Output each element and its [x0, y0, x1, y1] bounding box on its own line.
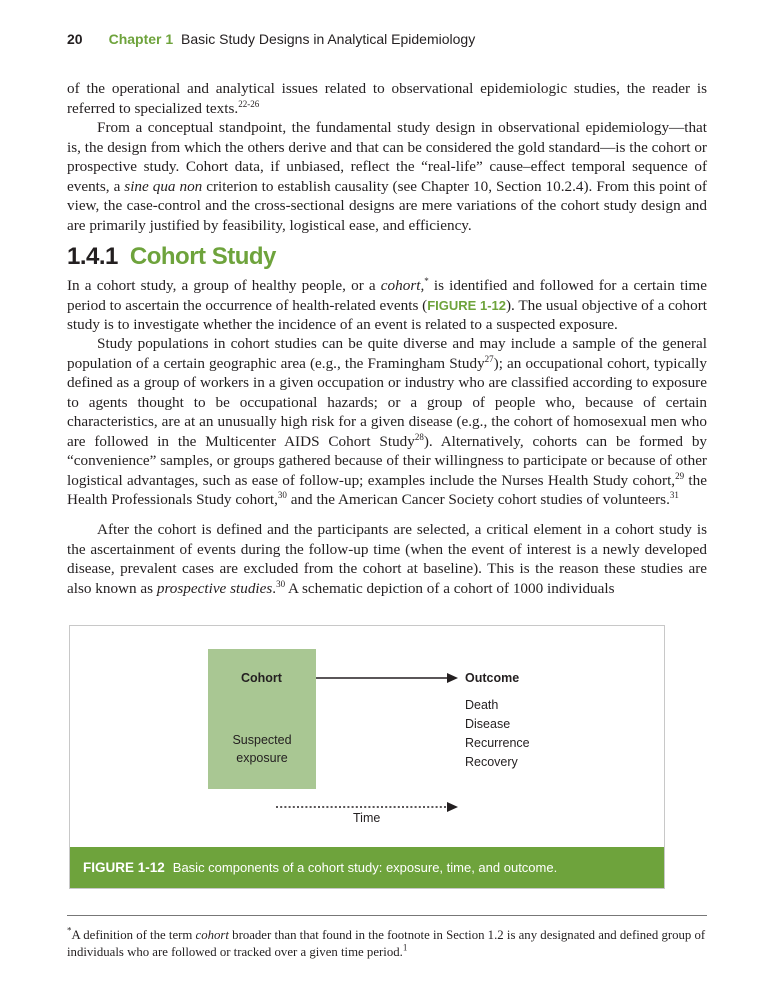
emphasis-text: prospective studies: [156, 579, 273, 597]
citation: 30: [276, 578, 286, 589]
paragraph-text: .: [272, 579, 277, 597]
section-title: Cohort Study: [129, 243, 276, 270]
citation: 29: [675, 470, 685, 481]
paragraph-text: From a conceptual standpoint, the fundamental study design in observational epidemiology—that is, the design from which the others derive and that can be considered the gold standard—is the cohort or prospective study. Cohort data, if unbiased, reflect the “real-life” cause–effect temporal sequence of events, a: [67, 119, 707, 195]
running-header: [67, 31, 475, 51]
outcome-item: Death: [465, 698, 499, 712]
footnote: [67, 927, 707, 961]
cohort-label: Cohort: [241, 671, 282, 685]
paragraph-text: ); an occupational cohort, typically defined as a group of workers in a given occupation or industry who are classified according to exposure to agents thought to be occupational hazards; or a group of people who, because of certain characteristics, are at an unusually high risk for a given disease (e.g., the cohort of homosexual men who are followed in the Multicenter AIDS Cohort Study: [67, 354, 707, 450]
paragraph-follow-up: [67, 520, 707, 598]
paragraph-intro: [67, 79, 707, 118]
paragraph-text: ). Alternatively, cohorts can be formed by “convenience” samples, or groups gathered because of their willingness to participate or because of other logistical advantages, such as ease of follow-up; examples include the Nurses Health Study cohort,: [67, 432, 708, 489]
citation: 30: [277, 489, 287, 500]
footnote-marker: *: [67, 925, 72, 936]
figure-reference-link[interactable]: FIGURE 1-12: [427, 297, 506, 313]
paragraph-text: and the American Cancer Society cohort studies of volunteers.: [286, 491, 670, 508]
outcome-label: Outcome: [465, 671, 520, 685]
caption-label: FIGURE 1-12: [83, 860, 165, 875]
outcome-item: Recovery: [465, 755, 518, 769]
emphasis-text: cohort,: [380, 277, 425, 294]
citation: 22-26: [238, 98, 260, 109]
paragraph-text: ). The usual objective of a cohort study is to investigate whether the incidence of an event is related to a suspected exposure.: [67, 296, 707, 333]
emphasis-text: sine qua non: [124, 177, 203, 195]
paragraph-text: A schematic depiction of a cohort of 1000 individuals: [285, 579, 615, 597]
citation: 28: [414, 431, 424, 442]
exposure-line-1: Suspected: [232, 733, 292, 747]
citation: 1: [402, 942, 408, 953]
section-heading: [67, 243, 276, 271]
figure-caption: [70, 847, 664, 888]
paragraph-text: After the cohort is defined and the participants are selected, a critical element in a cohort study is the ascertainment of events during the follow-up time (when the event of interest is a newly developed disease, prevalent cases are excluded from the cohort at baseline). This is the reason these studies are also known as: [67, 521, 707, 597]
outcome-item: Disease: [465, 717, 511, 731]
page-number: 20: [67, 31, 83, 47]
caption-text: Basic components of a cohort study: exposure, time, and outcome.: [172, 860, 558, 875]
footnote-marker: *: [424, 275, 429, 286]
section-number: 1.4.1: [67, 243, 118, 270]
paragraph-study-populations: [67, 334, 707, 510]
exposure-line-2: exposure: [236, 751, 288, 765]
footnote-text: A definition of the term: [71, 928, 196, 942]
paragraph-text: is identified and followed for a certain time period to ascertain the occurrence of health-related events (: [67, 277, 707, 314]
outcome-list: [465, 696, 530, 772]
chapter-title: Basic Study Designs in Analytical Epidemiology: [181, 31, 476, 47]
emphasis-text: cohort: [195, 928, 229, 942]
citation: 31: [669, 489, 679, 500]
paragraph-text: Study populations in cohort studies can be quite diverse and may include a sample of the general population of a certain geographic area (e.g., the Framingham Study: [67, 335, 707, 372]
paragraph-text: the Health Professionals Study cohort,: [67, 471, 707, 508]
time-label: Time: [353, 811, 381, 825]
time-arrow-head: [447, 802, 458, 812]
outcome-arrow-head: [447, 673, 458, 683]
footnote-text: broader than that found in the footnote in Section 1.2 is any designated and defined group of individuals who are followed or tracked over a given time period.: [67, 928, 706, 959]
paragraph-text: In a cohort study, a group of healthy people, or a: [67, 277, 381, 294]
chapter-label: Chapter 1: [108, 31, 174, 47]
paragraph-text: of the operational and analytical issues related to observational epidemiologic studies, the reader is referred to specialized texts.: [67, 80, 707, 117]
paragraph-cohort-definition: [67, 276, 707, 335]
figure-cohort-diagram: [69, 625, 665, 889]
paragraph-text: criterion to establish causality (see Chapter 10, Section 10.2.4). From this point of view, the case-control and the cross-sectional designs are mere variations of the cohort study design and are primarily justified by feasibility, logistical ease, and efficiency.: [67, 177, 707, 234]
outcome-item: Recurrence: [465, 736, 530, 750]
citation: 27: [484, 353, 494, 364]
footnote-divider: [67, 915, 707, 916]
paragraph-conceptual: [67, 118, 707, 235]
